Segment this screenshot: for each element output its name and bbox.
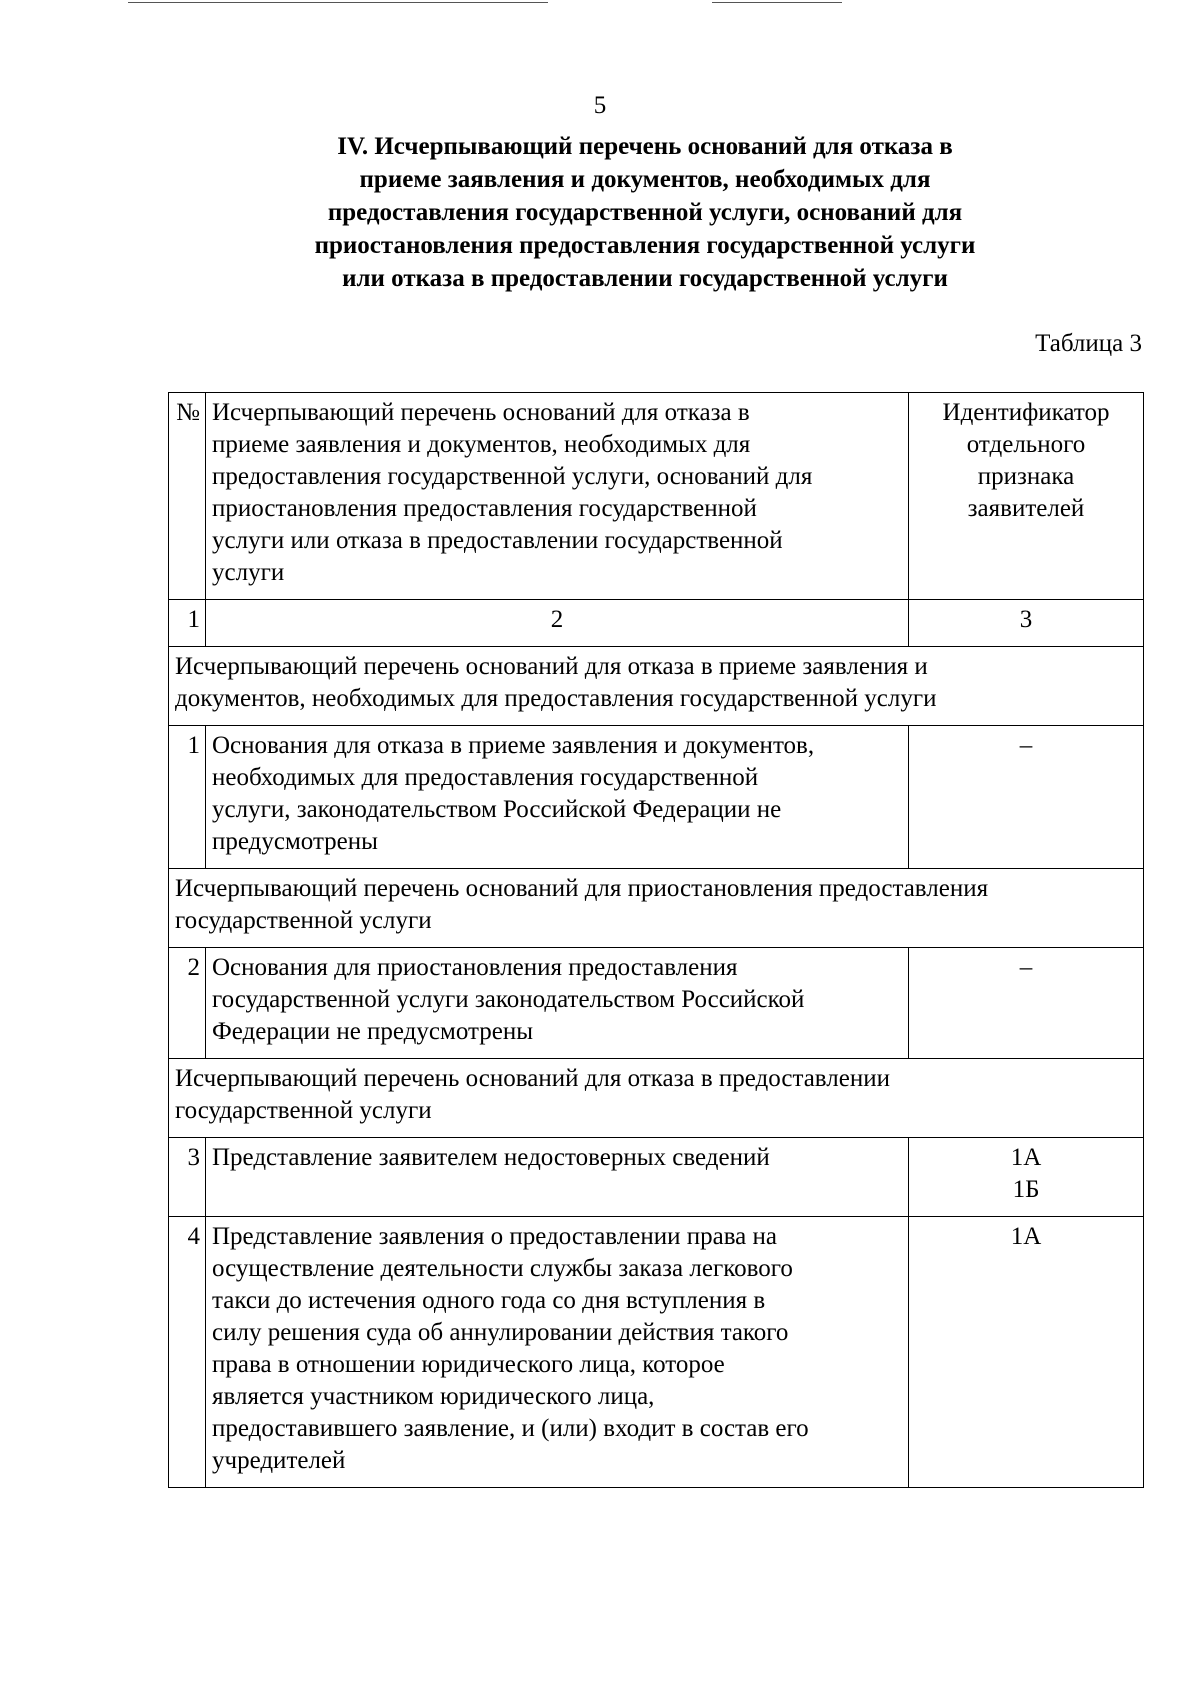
section-title-line: или отказа в предоставлении государственной услуги [342,265,948,292]
header-description-line: услуги или отказа в предоставлении государственной [212,527,783,554]
row-description-line: силу решения суда об аннулировании действия такого [212,1319,789,1346]
scan-artifact-line [712,2,842,3]
row-number-cell: 3 [169,1138,206,1217]
row-identifier-line: 1А [1010,1144,1042,1171]
header-identifier-line: признака [977,463,1075,490]
row-identifier-line: – [1019,732,1033,759]
section-heading-line: документов, необходимых для предоставления государственной услуги [175,685,937,712]
row-number-cell: 4 [169,1217,206,1488]
row-identifier-cell [909,1217,1144,1488]
page-number: 5 [593,92,607,119]
section-heading-cell [169,1059,1144,1138]
section-title-line: приеме заявления и документов, необходимых для [359,166,931,193]
header-description-cell [206,393,909,600]
row-description-line: такси до истечения одного года со дня вступления в [212,1287,766,1314]
row-identifier-line: – [1019,954,1033,981]
table-row [169,948,1144,1059]
table-header-row [169,393,1144,600]
row-description-line: необходимых для предоставления государственной [212,764,759,791]
row-description-line: Федерации не предусмотрены [212,1018,533,1045]
column-numbering-row [169,600,1144,647]
row-description-line: Основания для отказа в приеме заявления и документов, [212,732,815,759]
row-description-line: услуги, законодательством Российской Федерации не [212,796,782,823]
row-description-line: является участником юридического лица, [212,1383,655,1410]
row-number-cell: 1 [169,726,206,869]
row-description-cell [206,1138,909,1217]
scan-artifact-line [128,2,548,3]
section-title-line: предоставления государственной услуги, оснований для [327,199,963,226]
section-title-line: приостановления предоставления государственной услуги [314,232,976,259]
header-identifier-line: заявителей [967,495,1085,522]
section-title [230,130,1060,295]
section-heading-line: Исчерпывающий перечень оснований для приостановления предоставления [175,875,989,902]
section-heading-line: Исчерпывающий перечень оснований для отказа в приеме заявления и [175,653,928,680]
header-identifier-cell [909,393,1144,600]
row-description-cell [206,948,909,1059]
row-description-cell [206,726,909,869]
header-identifier-line: Идентификатор [942,399,1110,426]
row-identifier-cell [909,1138,1144,1217]
column-number-3: 3 [909,600,1144,647]
row-identifier-line: 1Б [1012,1176,1040,1203]
header-number-cell: № [169,393,206,600]
column-number-2: 2 [206,600,909,647]
section-heading-line: Исчерпывающий перечень оснований для отказа в предоставлении [175,1065,890,1092]
table-row [169,1138,1144,1217]
row-identifier-cell [909,726,1144,869]
section-heading-cell [169,647,1144,726]
header-description-line: приеме заявления и документов, необходимых для [212,431,751,458]
row-description-line: Представление заявителем недостоверных сведений [212,1144,770,1171]
row-description-line: права в отношении юридического лица, которое [212,1351,725,1378]
header-description-line: Исчерпывающий перечень оснований для отказа в [212,399,750,426]
table-row [169,726,1144,869]
row-description-line: осуществление деятельности службы заказа легкового [212,1255,793,1282]
section-heading-row [169,647,1144,726]
row-description-line: предоставившего заявление, и (или) входит в состав его [212,1415,809,1442]
header-description-line: услуги [212,559,285,586]
header-description-line: предоставления государственной услуги, оснований для [212,463,813,490]
section-heading-line: государственной услуги [175,1097,432,1124]
row-identifier-cell [909,948,1144,1059]
section-heading-row [169,1059,1144,1138]
row-description-line: Представление заявления о предоставлении права на [212,1223,778,1250]
section-heading-line: государственной услуги [175,907,432,934]
grounds-table [168,392,1144,1488]
section-heading-row [169,869,1144,948]
header-identifier-line: отдельного [966,431,1086,458]
table-row [169,1217,1144,1488]
section-heading-cell [169,869,1144,948]
row-description-cell [206,1217,909,1488]
row-description-line: учредителей [212,1447,346,1474]
column-number-1: 1 [169,600,206,647]
header-description-line: приостановления предоставления государственной [212,495,757,522]
row-description-line: предусмотрены [212,828,378,855]
row-number-cell: 2 [169,948,206,1059]
row-description-line: Основания для приостановления предоставления [212,954,738,981]
row-identifier-line: 1А [1010,1223,1042,1250]
section-title-line: IV. Исчерпывающий перечень оснований для отказа в [337,133,953,160]
table-caption: Таблица 3 [1035,330,1142,357]
row-description-line: государственной услуги законодательством Российской [212,986,805,1013]
